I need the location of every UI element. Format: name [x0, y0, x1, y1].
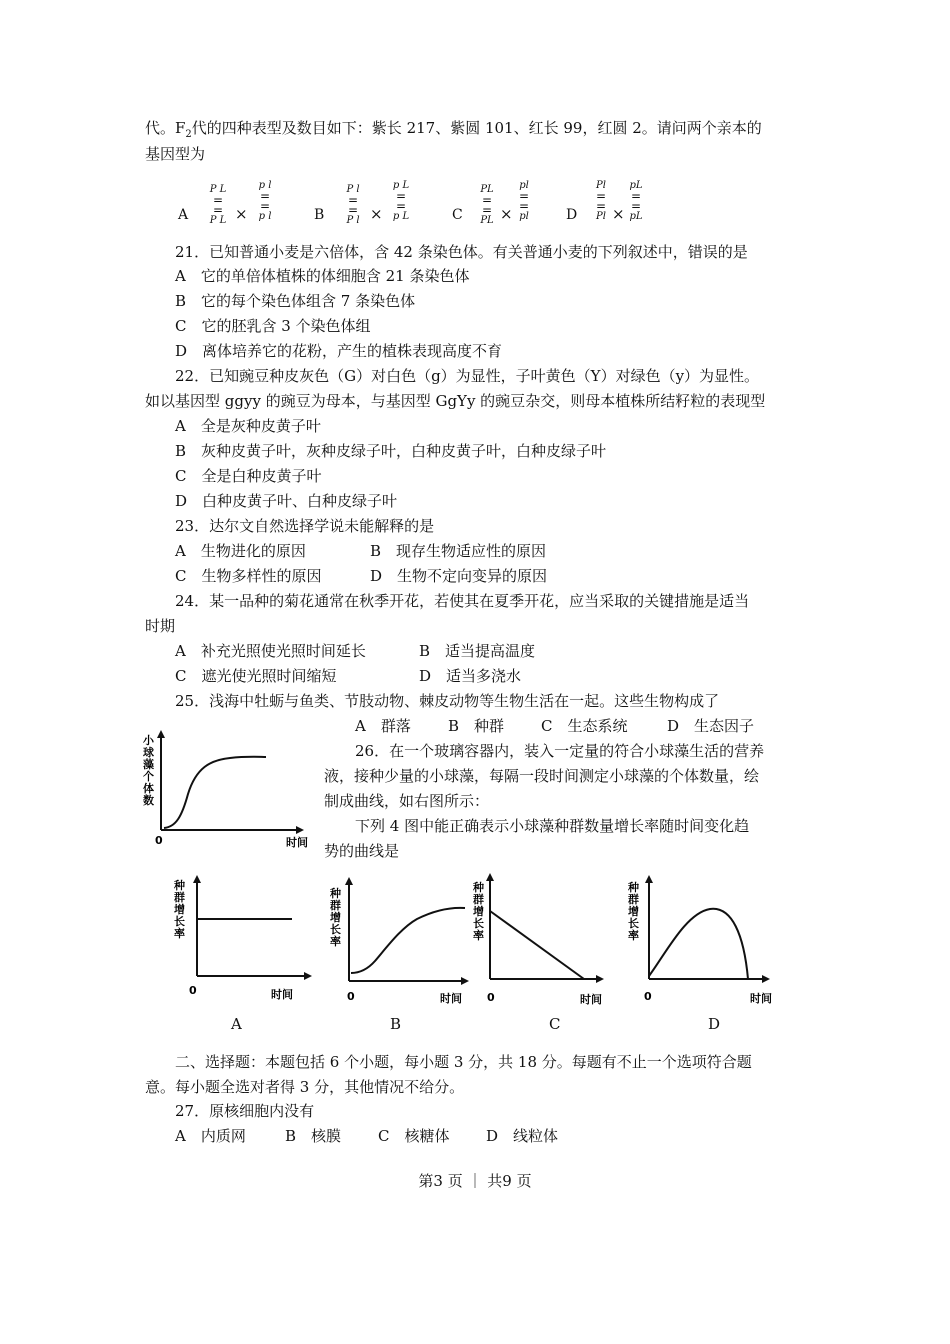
- q24-option-c[interactable]: C 遮光使光照时间缩短: [175, 667, 337, 685]
- curve: [351, 908, 465, 973]
- svg-text:率: 率: [628, 929, 639, 942]
- q27-stem: 27．原核细胞内没有: [175, 1102, 315, 1120]
- q22-stem-line1: 22．已知豌豆种皮灰色（G）对白色（g）为显性，子叶黄色（Y）对绿色（y）为显性。: [175, 367, 760, 385]
- svg-text:群: 群: [174, 891, 185, 904]
- svg-text:长: 长: [174, 915, 185, 928]
- q24-stem-line2: 时期: [145, 617, 176, 635]
- q20-stem-line1: 代。$F_2$代的四种表型及数目如下：紫长 217、紫圆 101、红长 99，红圆 2。请问两个亲本的: [145, 119, 762, 140]
- q24-option-d[interactable]: D 适当多浇水: [419, 667, 522, 685]
- q25-option-d[interactable]: D 生态因子: [667, 717, 755, 735]
- q24-option-b[interactable]: B 适当提高温度: [419, 642, 536, 660]
- svg-text:率: 率: [174, 927, 185, 940]
- svg-text:种: 种: [174, 879, 185, 892]
- svg-text:长: 长: [628, 917, 639, 930]
- q26-stem-line2: 液，接种少量的小球藻，每隔一段时间测定小球藻的个体数量，绘: [324, 767, 760, 785]
- q26-stem-line3: 制成曲线，如右图所示：: [324, 792, 490, 810]
- svg-text:种: 种: [628, 881, 639, 894]
- y-axis-arrow-icon: [157, 730, 165, 738]
- svg-text:数: 数: [143, 794, 154, 807]
- genotype: P l = = P l: [346, 184, 360, 226]
- y-axis-label: [627, 880, 639, 942]
- q26-stem-line4: 下列 4 图中能正确表示小球藻种群数量增长率随时间变化趋: [355, 817, 750, 835]
- svg-text:群: 群: [330, 899, 341, 912]
- svg-text:增: 增: [628, 905, 639, 918]
- svg-text:长: 长: [330, 923, 341, 936]
- genotype: P L = = P L: [209, 184, 227, 226]
- section2-line1: 二、选择题：本题包括 6 个小题，每小题 3 分，共 18 分。每题有不止一个选项符合题: [175, 1053, 752, 1071]
- graph-c[interactable]: [470, 865, 620, 1010]
- y-axis-arrow-icon: [345, 877, 353, 885]
- cross-symbol: ×: [370, 205, 383, 223]
- q27-option-d[interactable]: D 线粒体: [486, 1127, 559, 1145]
- graph-label-d: D: [708, 1015, 721, 1033]
- curve: [649, 909, 748, 979]
- x-axis-label: 时间: [580, 993, 602, 1006]
- q20-option-label: D: [566, 207, 578, 223]
- genotype: p L = = p L: [392, 180, 410, 222]
- graph-b[interactable]: [325, 873, 475, 1011]
- q26-stem-line1: 26．在一个玻璃容器内，装入一定量的符合小球藻生活的营养: [355, 742, 765, 760]
- q25-option-a[interactable]: A 群落: [355, 717, 411, 735]
- q21-option-a[interactable]: A 它的单倍体植株的体细胞含 21 条染色体: [175, 267, 470, 285]
- genotype: Pl = = Pl: [595, 180, 607, 222]
- graph-d[interactable]: [624, 873, 779, 1011]
- cross-symbol: ×: [235, 205, 248, 223]
- svg-text:球: 球: [143, 746, 154, 759]
- svg-text:藻: 藻: [143, 758, 154, 771]
- q27-option-a[interactable]: A 内质网: [175, 1127, 246, 1145]
- q20-option-label: B: [314, 207, 325, 223]
- q23-stem: 23．达尔文自然选择学说未能解释的是: [175, 517, 435, 535]
- x-axis-label: 时间: [271, 988, 293, 1001]
- y-axis-arrow-icon: [645, 875, 653, 883]
- q24-option-a[interactable]: A 补充光照使光照时间延长: [175, 642, 366, 660]
- q20-option-label: C: [452, 207, 463, 223]
- s-curve: [164, 757, 266, 828]
- q25-option-b[interactable]: B 种群: [448, 717, 505, 735]
- q22-stem-line2: 如以基因型 ggyy 的豌豆为母本，与基因型 GgYy 的豌豆杂交，则母本植株所结籽粒的表现型: [145, 392, 766, 410]
- q23-option-c[interactable]: C 生物多样性的原因: [175, 567, 322, 585]
- origin-label: 0: [644, 990, 652, 1003]
- genotype: pL = = pL: [629, 180, 643, 222]
- genotype: pl = = pl: [518, 180, 530, 222]
- origin-label: 0: [487, 991, 495, 1004]
- q22-option-a[interactable]: A 全是灰种皮黄子叶: [175, 417, 321, 435]
- graph-label-a: A: [231, 1015, 242, 1033]
- svg-text:群: 群: [473, 893, 484, 906]
- svg-text:种: 种: [473, 881, 484, 894]
- q21-option-b[interactable]: B 它的每个染色体组含 7 条染色体: [175, 292, 416, 310]
- x-axis-label: 时间: [750, 992, 772, 1005]
- svg-text:增: 增: [174, 903, 185, 916]
- svg-text:小: 小: [143, 734, 154, 747]
- origin-label: 0: [155, 834, 163, 847]
- y-axis-label: [472, 880, 484, 942]
- q20-stem-line2: 基因型为: [145, 145, 206, 163]
- q23-option-a[interactable]: A 生物进化的原因: [175, 542, 306, 560]
- section2-line2: 意。每小题全选对者得 3 分，其他情况不给分。: [145, 1078, 465, 1096]
- svg-text:长: 长: [473, 917, 484, 930]
- svg-text:率: 率: [473, 929, 484, 942]
- q22-option-d[interactable]: D 白种皮黄子叶、白种皮绿子叶: [175, 492, 398, 510]
- cross-symbol: ×: [500, 205, 513, 223]
- q23-option-b[interactable]: B 现存生物适应性的原因: [370, 542, 547, 560]
- q21-stem: 21．已知普通小麦是六倍体，含 42 条染色体。有关普通小麦的下列叙述中，错误的是: [175, 243, 748, 261]
- q26-stem-line5: 势的曲线是: [324, 842, 400, 860]
- cross-symbol: ×: [612, 205, 625, 223]
- graph-a[interactable]: [168, 873, 318, 1005]
- graph-label-c: C: [549, 1015, 561, 1033]
- y-axis-label: [329, 886, 341, 948]
- svg-text:体: 体: [143, 782, 154, 795]
- q25-option-c[interactable]: C 生态系统: [541, 717, 628, 735]
- origin-label: 0: [347, 990, 355, 1003]
- page-footer: 第3 页 ｜ 共9 页: [418, 1172, 532, 1190]
- graph-label-b: B: [390, 1015, 402, 1033]
- q27-option-c[interactable]: C 核糖体: [378, 1127, 450, 1145]
- q22-option-c[interactable]: C 全是白种皮黄子叶: [175, 467, 322, 485]
- q23-option-d[interactable]: D 生物不定向变异的原因: [370, 567, 548, 585]
- svg-text:种: 种: [330, 887, 341, 900]
- q24-stem-line1: 24．某一品种的菊花通常在秋季开花，若使其在夏季开花，应当采取的关键措施是适当: [175, 592, 750, 610]
- y-axis-label: [173, 878, 185, 940]
- q21-option-d[interactable]: D 离体培养它的花粉，产生的植株表现高度不育: [175, 342, 503, 360]
- svg-text:率: 率: [330, 935, 341, 948]
- curve: [490, 911, 584, 979]
- y-axis-arrow-icon: [193, 875, 201, 883]
- q27-option-b[interactable]: B 核膜: [285, 1127, 342, 1145]
- x-axis-label: 时间: [440, 992, 462, 1005]
- x-axis-arrow-icon: [596, 975, 604, 983]
- y-axis-arrow-icon: [486, 873, 494, 881]
- origin-label: 0: [189, 984, 197, 997]
- genotype: PL = = PL: [480, 184, 494, 226]
- svg-text:个: 个: [143, 770, 154, 783]
- x-axis-label: 时间: [286, 836, 308, 849]
- x-axis-arrow-icon: [304, 972, 312, 980]
- q20-option-label: A: [178, 207, 189, 223]
- algae-population-graph: [140, 730, 315, 855]
- genotype: p l = = p l: [258, 180, 272, 222]
- svg-text:群: 群: [628, 893, 639, 906]
- y-axis-label: [143, 733, 155, 807]
- x-axis-arrow-icon: [296, 826, 304, 834]
- x-axis-arrow-icon: [762, 975, 770, 983]
- svg-text:增: 增: [330, 911, 341, 924]
- q25-stem: 25．浅海中牡蛎与鱼类、节肢动物、棘皮动物等生物生活在一起。这些生物构成了: [175, 692, 720, 710]
- svg-text:增: 增: [473, 905, 484, 918]
- x-axis-arrow-icon: [461, 977, 469, 985]
- q21-option-c[interactable]: C 它的胚乳含 3 个染色体组: [175, 317, 371, 335]
- q22-option-b[interactable]: B 灰种皮黄子叶，灰种皮绿子叶，白种皮黄子叶，白种皮绿子叶: [175, 442, 607, 460]
